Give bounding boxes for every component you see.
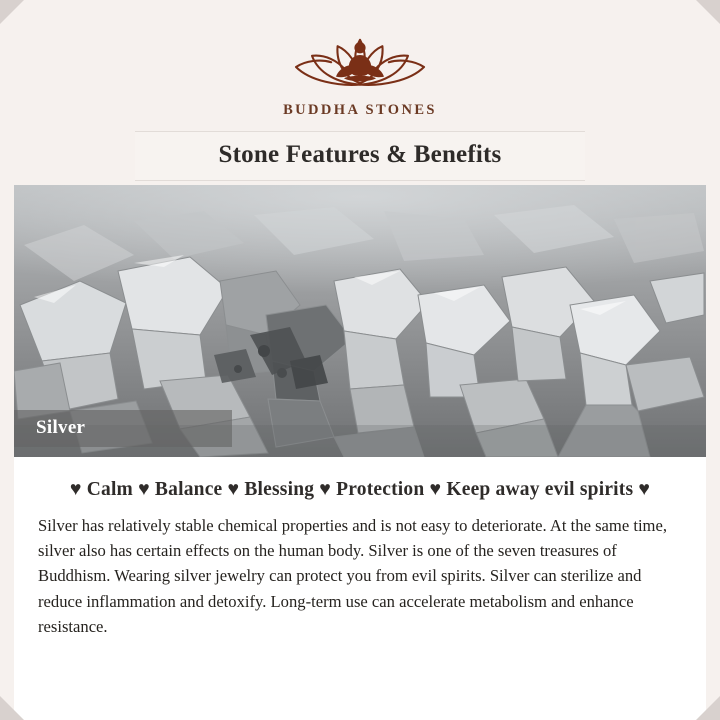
brand-block bbox=[280, 22, 440, 119]
hero-image bbox=[14, 185, 706, 457]
corner-decoration-top-right bbox=[696, 0, 720, 24]
corner-decoration-bottom-right bbox=[696, 696, 720, 720]
section-title-band bbox=[135, 131, 585, 181]
stone-description-panel bbox=[14, 457, 706, 720]
stone-description-text: Silver has relatively stable chemical properties and is not easy to deteriorate. At the same time, silver also has certain effects on the human body. Silver is one of the seven treasures of Buddhism. Wearing silver jewelry can protect you from evil spirits. Silver can sterilize and reduce inflammation and detoxify. Long-term use can accelerate metabolism and enhance resistance. bbox=[38, 516, 667, 636]
page-title: Stone Features & Benefits bbox=[218, 141, 502, 168]
benefit-keywords: ♥ Calm ♥ Balance ♥ Blessing ♥ Protection ♥ Keep away evil spirits ♥ bbox=[69, 479, 651, 500]
lotus-meditation-icon bbox=[280, 22, 440, 96]
brand-name: BUDDHA STONES bbox=[283, 102, 437, 118]
corner-decoration-top-left bbox=[0, 0, 24, 24]
corner-decoration-bottom-left bbox=[0, 696, 24, 720]
hero-caption-stone-name: Silver bbox=[14, 410, 232, 447]
